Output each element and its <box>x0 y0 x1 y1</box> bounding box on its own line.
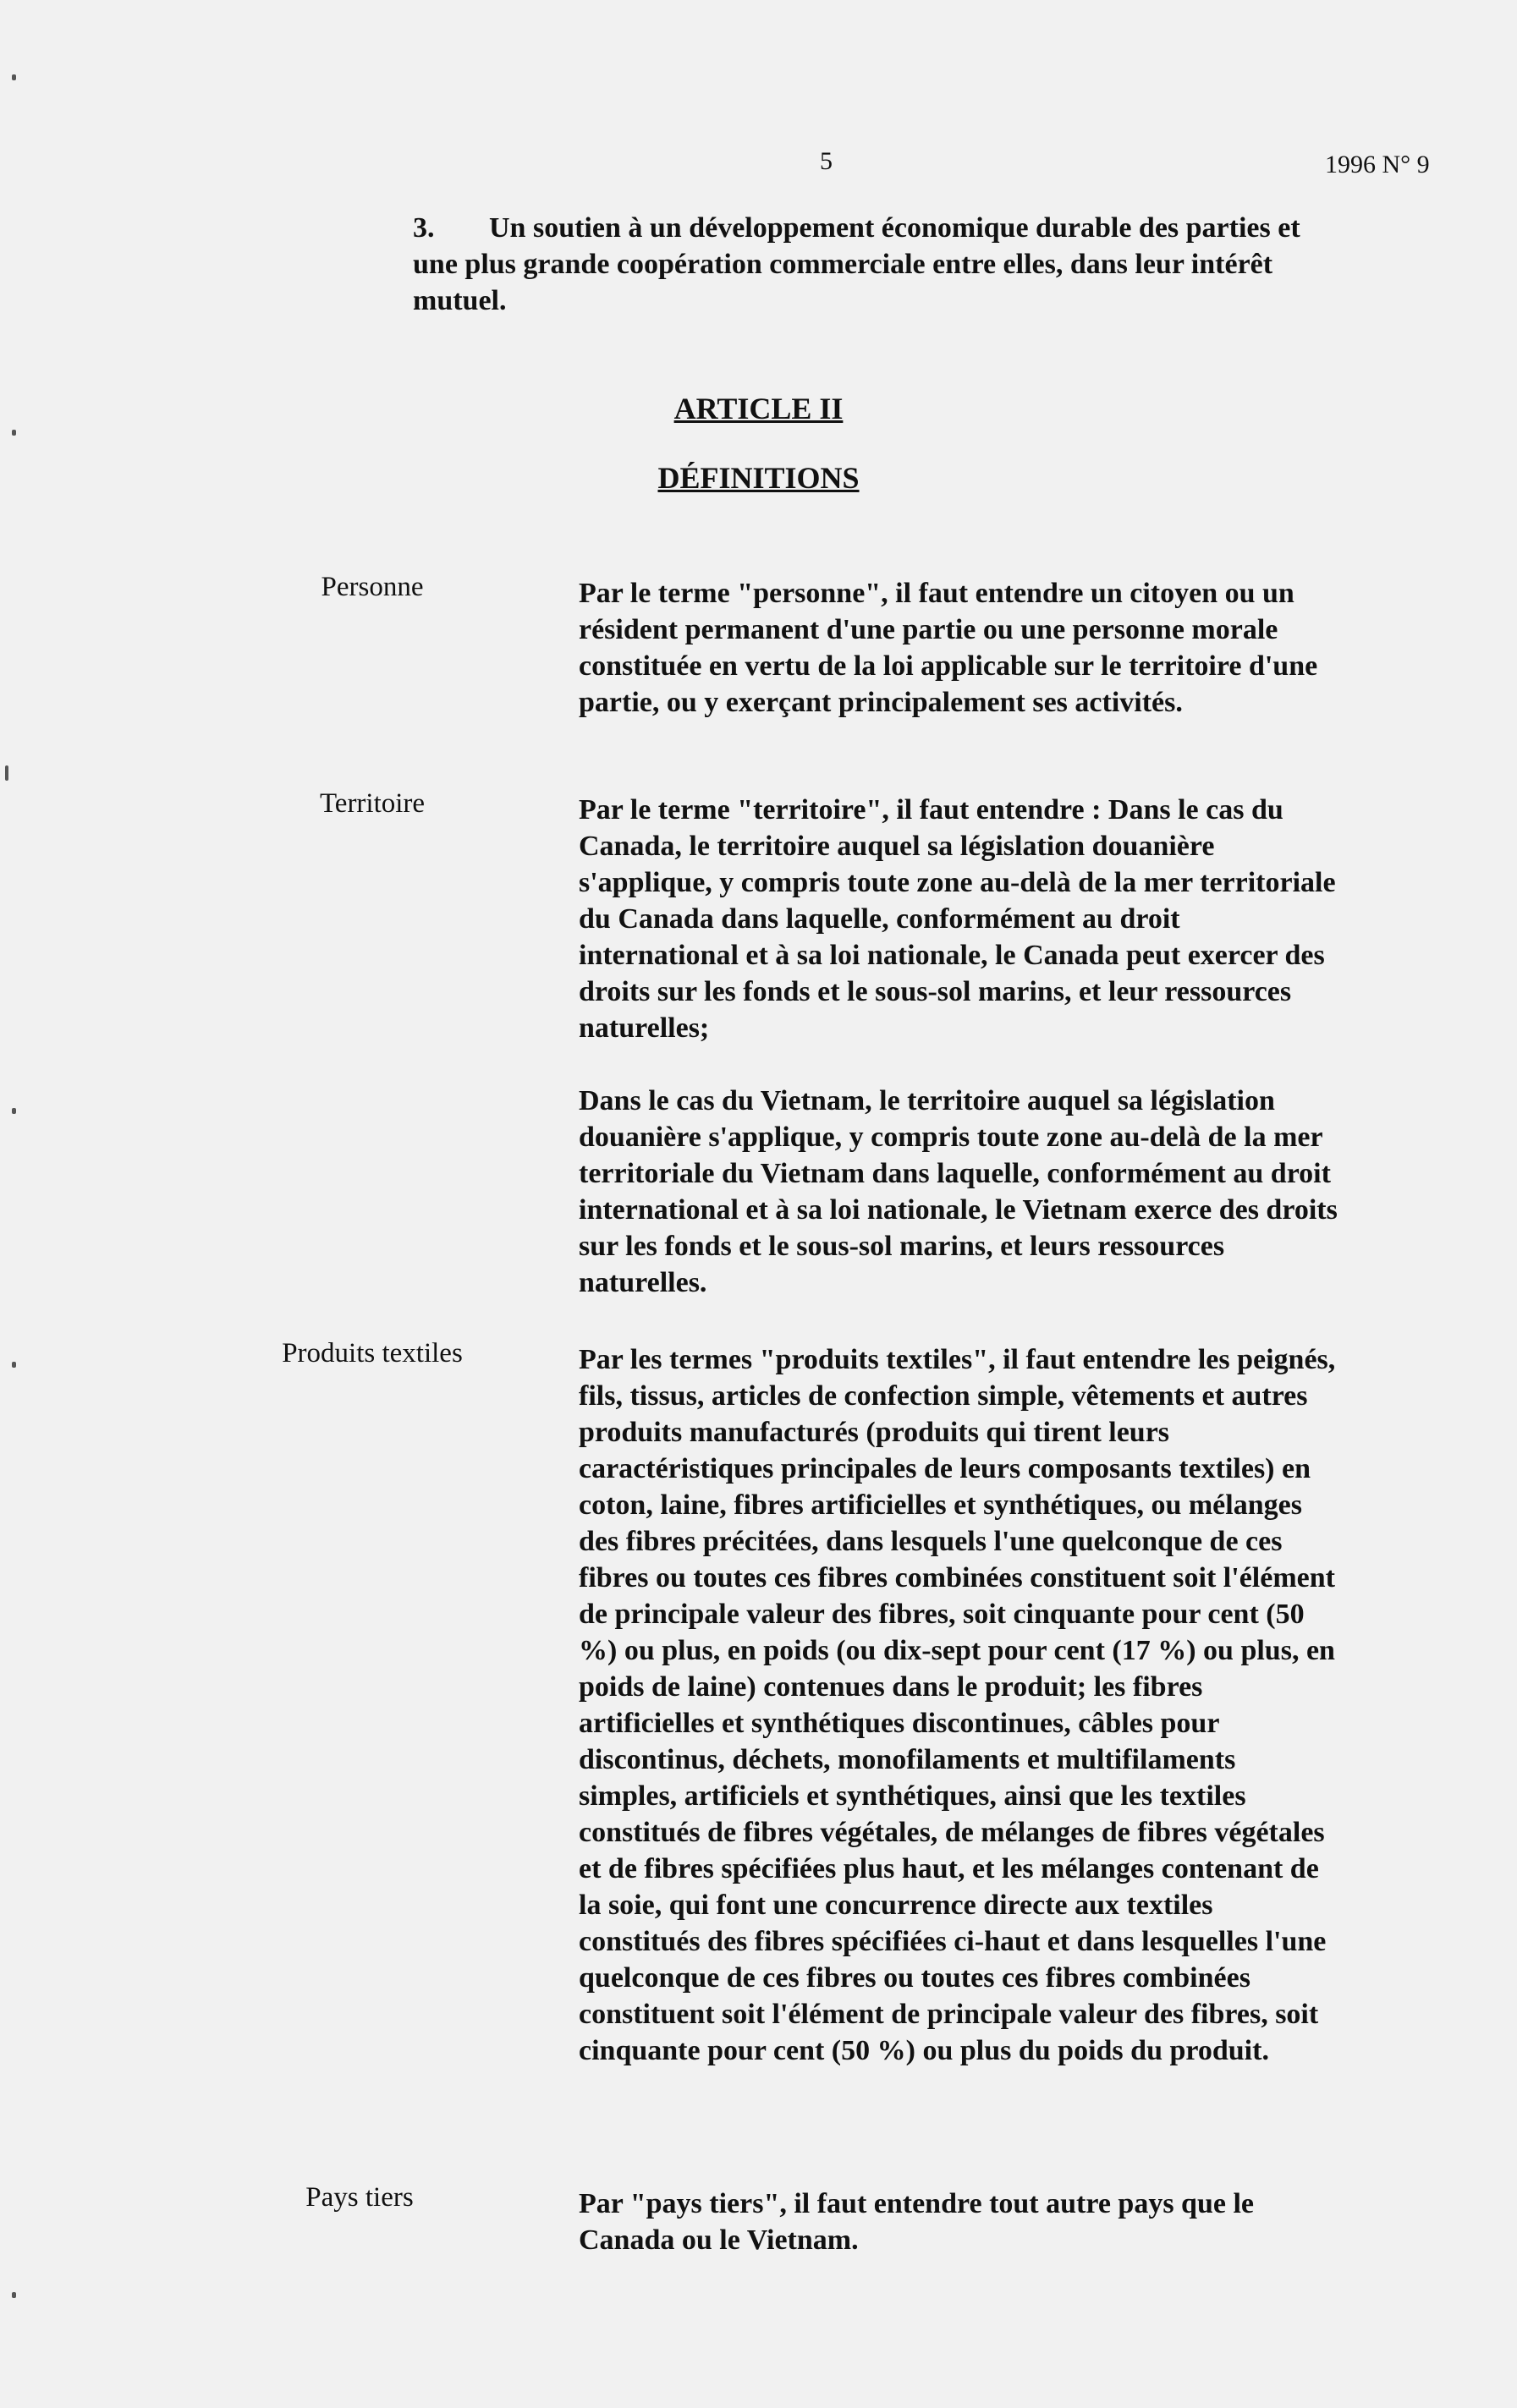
intro-number: 3. <box>413 212 435 244</box>
definition-body-pays-tiers <box>579 2186 1340 2258</box>
article-title: ARTICLE II <box>673 392 844 425</box>
definition-term-pays-tiers: Pays tiers <box>305 2182 414 2213</box>
year-issue-number: 1996 N° 9 <box>1325 151 1430 178</box>
scan-mark <box>12 1108 16 1114</box>
scan-mark <box>12 1362 16 1368</box>
definition-term-produits-textiles: Produits textiles <box>282 1338 463 1369</box>
definition-body-personne <box>579 575 1340 721</box>
page-number: 5 <box>820 147 833 175</box>
definition-paragraph: Par "pays tiers", il faut entendre tout autre pays que le Canada ou le Vietnam. <box>579 2188 1255 2256</box>
article-subtitle: DÉFINITIONS <box>657 461 860 495</box>
definition-term-personne: Personne <box>321 572 424 602</box>
definition-paragraph: Par les termes "produits textiles", il faut entendre les peignés, fils, tissus, articles de confection simple, vêtements et autres produits manufacturés (produits qui tirent leurs caractéristiques principales de leurs composants textiles) en coton, laine, fibres artificielles et synthétiques, ou mélanges des fibres précitées, dans lesquels l'une quelconque de ces fibres ou toutes ces fibres combinées constituent soit l'élément de principale valeur des fibres, soit cinquante pour cent (50 %) ou plus, en poids (ou dix-sept pour cent (17 %) ou plus, en poids de laine) contenues dans le produit; les fibres artificielles et synthétiques discontinues, câbles pour discontinus, déchets, monofilaments et multifilaments simples, artificiels et synthétiques, ainsi que les textiles constitués de fibres végétales, de mélanges de fibres végétales et de fibres spécifiées plus haut, et les mélanges contenant de la soie, qui font une concurrence directe aux textiles constitués des fibres spécifiées ci-haut et dans lesquelles l'une quelconque de ces fibres ou toutes ces fibres combinées constituent soit l'élément de principale valeur des fibres, soit cinquante pour cent (50 %) ou plus du poids du produit. <box>579 1344 1336 2066</box>
scan-mark <box>12 74 16 80</box>
scan-mark <box>12 2292 16 2298</box>
definition-paragraph: Dans le cas du Vietnam, le territoire auquel sa législation douanière s'applique, y compris toute zone au-delà de la mer territoriale du Vietnam dans laquelle, conformément au droit international et à sa loi nationale, le Vietnam exerce des droits sur les fonds et le sous-sol marins, et leurs ressources naturelles. <box>579 1085 1338 1298</box>
intro-paragraph <box>413 210 1344 319</box>
scan-mark <box>5 765 8 781</box>
definition-body-produits-textiles <box>579 1341 1340 2069</box>
definition-body-territoire <box>579 792 1340 1301</box>
scan-mark <box>12 430 16 436</box>
intro-text: Un soutien à un développement économique durable des parties et une plus grande coopération commerciale entre elles, dans leur intérêt mutuel. <box>413 212 1300 316</box>
definition-paragraph: Par le terme "personne", il faut entendre un citoyen ou un résident permanent d'une partie ou une personne morale constituée en vertu de la loi applicable sur le territoire d'une partie, ou y exerçant principalement ses activités. <box>579 578 1318 718</box>
definition-paragraph: Par le terme "territoire", il faut entendre : Dans le cas du Canada, le territoire auquel sa législation douanière s'applique, y compris toute zone au-delà de la mer territoriale du Canada dans laquelle, conformément au droit international et à sa loi nationale, le Canada peut exercer des droits sur les fonds et le sous-sol marins, et leur ressources naturelles; <box>579 794 1336 1044</box>
definition-term-territoire: Territoire <box>319 788 426 819</box>
